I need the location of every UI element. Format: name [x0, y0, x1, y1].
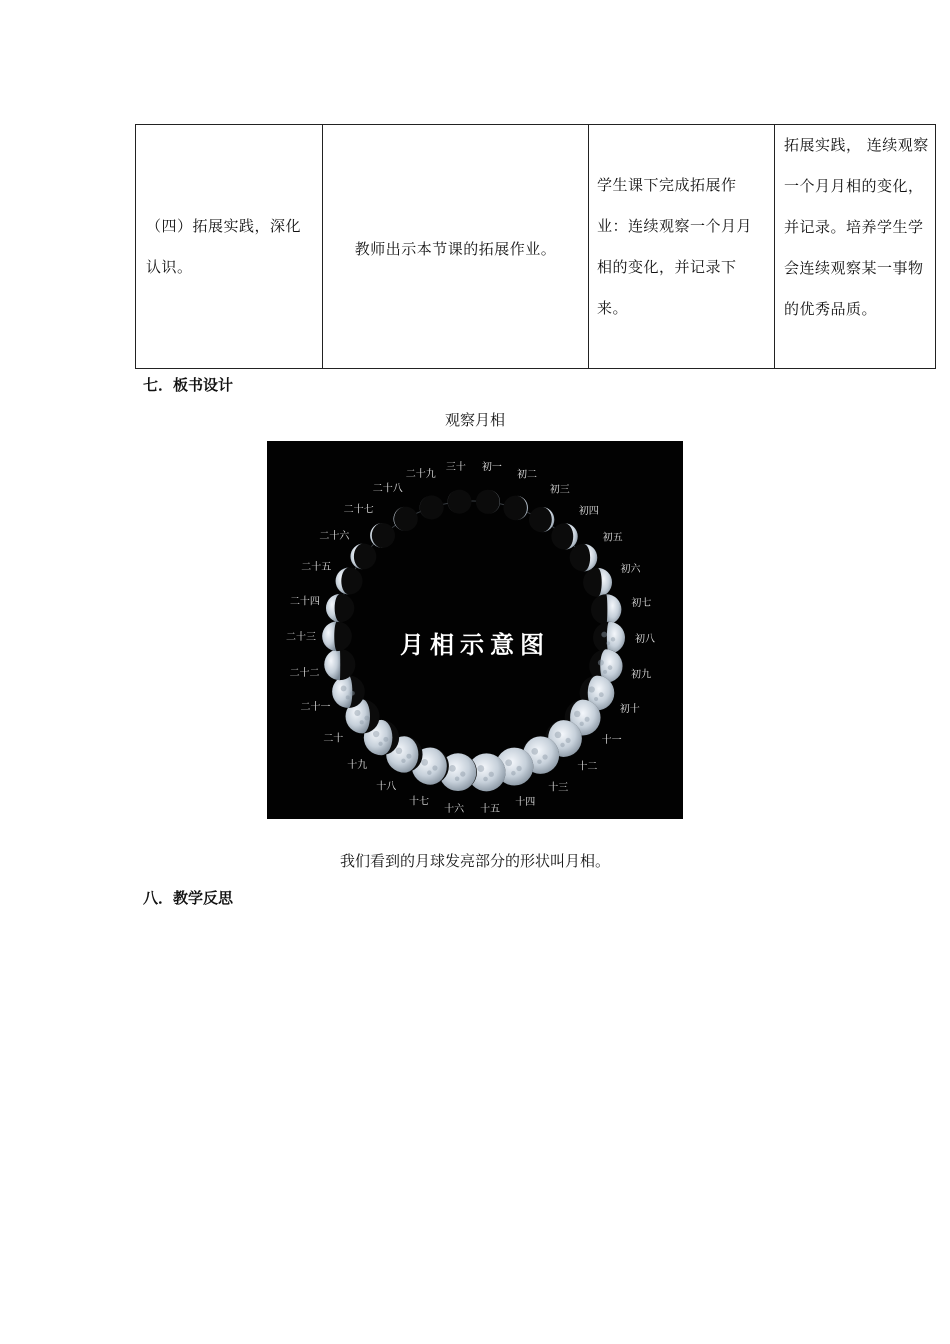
moon-phase-28: [393, 507, 417, 531]
student-cell: [589, 125, 775, 369]
moon-phase-label: 十八: [376, 781, 397, 793]
moon-phase-6: [583, 568, 612, 597]
stage-text: （四）拓展实践，深化认识。: [146, 216, 302, 276]
student-text: 学生课下完成拓展作业：连续观察一个月月相的变化，并记录下来。: [597, 175, 753, 317]
moon-phase-5: [570, 544, 598, 572]
table-row: [136, 125, 936, 369]
moon-phase-24: [326, 594, 354, 622]
teacher-cell: [323, 125, 589, 369]
figure-title: 月相示意图: [400, 631, 550, 659]
moon-phase-label: 初六: [620, 563, 641, 575]
moon-phase-label: 十六: [444, 803, 465, 815]
moon-phase-label: 十五: [480, 804, 501, 816]
moon-phase-label: 初二: [517, 469, 538, 481]
moon-phase-label: 初三: [549, 484, 570, 496]
moon-phase-3: [529, 507, 554, 532]
moon-phase-29: [420, 495, 444, 519]
stage-cell: [136, 125, 323, 369]
board-caption: 我们看到的月球发亮部分的形状叫月相。: [339, 852, 610, 870]
moon-phase-7: [591, 594, 621, 624]
moon-phase-label: 二十七: [343, 504, 374, 516]
moon-phase-25: [336, 568, 363, 595]
moon-phase-svg: [267, 441, 683, 819]
moon-phase-label: 初九: [631, 669, 652, 681]
moon-phase-label: 十三: [548, 782, 569, 794]
purpose-cell: [775, 125, 936, 369]
moon-phase-label: 二十: [323, 733, 344, 745]
moon-phase-2: [503, 496, 528, 521]
moon-phase-1: [476, 490, 500, 514]
moon-phase-26: [350, 544, 376, 570]
section-heading-reflection: 八．教学反思: [143, 889, 234, 907]
moon-phase-label: 二十一: [300, 702, 331, 714]
moon-phase-8: [593, 622, 625, 654]
moon-phase-label: 二十四: [289, 596, 320, 608]
moon-phase-label: 二十六: [319, 531, 350, 543]
moon-phase-4: [551, 523, 577, 549]
moon-phase-21: [332, 675, 365, 708]
moon-phase-label: 初七: [631, 598, 652, 610]
moon-phase-label: 初一: [481, 462, 502, 474]
moon-phase-23: [322, 621, 352, 651]
moon-phase-label: 十七: [408, 796, 429, 808]
moon-phase-label: 初八: [634, 633, 655, 645]
moon-phase-label: 二十三: [286, 632, 317, 644]
moon-phase-label: 二十五: [301, 562, 332, 574]
moon-phase-27: [370, 523, 395, 548]
lesson-table: [135, 124, 936, 369]
moon-phase-label: 二十九: [405, 469, 436, 481]
purpose-text: 拓展实践， 连续观察一个月月相的变化，并记录。培养学生学会连续观察某一事物的优秀品质。: [784, 136, 929, 318]
moon-phase-22: [324, 649, 355, 680]
moon-phase-diagram: [267, 441, 683, 819]
board-title: 观察月相: [444, 411, 505, 429]
moon-phase-label: 初五: [602, 532, 623, 544]
moon-phase-label: 十一: [601, 734, 622, 746]
moon-phase-30: [447, 490, 471, 514]
moon-phase-label: 初十: [619, 703, 640, 715]
moon-phase-label: 初四: [578, 505, 599, 517]
moon-phase-label: 十四: [515, 796, 536, 808]
teacher-text: 教师出示本节课的拓展作业。: [354, 240, 557, 258]
section-heading-board-design: 七．板书设计: [143, 376, 234, 394]
moon-phase-label: 二十八: [372, 483, 403, 495]
moon-phase-label: 十九: [347, 760, 368, 772]
moon-phase-label: 三十: [445, 461, 466, 473]
moon-phase-label: 十二: [577, 761, 598, 773]
moon-phase-label: 二十二: [289, 667, 320, 679]
